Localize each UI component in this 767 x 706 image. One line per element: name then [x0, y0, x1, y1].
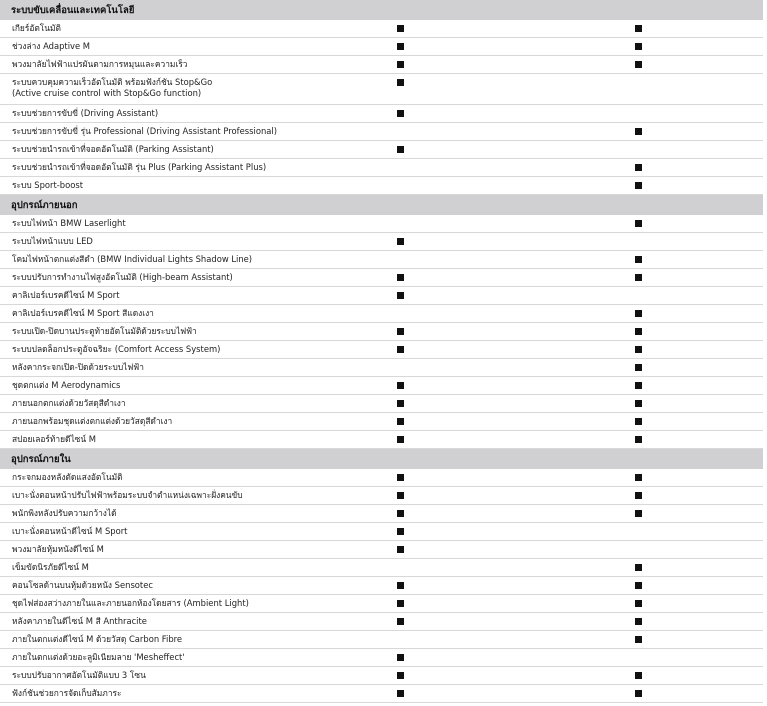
- availability-marker-col2: [635, 436, 642, 443]
- table-row: [0, 559, 763, 577]
- feature-label-line: ระบบปลดล็อกประตูอัจฉริยะ (Comfort Access System): [12, 344, 221, 354]
- feature-label-line: ระบบช่วยการขับขี่ (Driving Assistant): [12, 108, 159, 118]
- table-row: [0, 38, 763, 56]
- table-row: [0, 505, 763, 523]
- feature-label: [12, 144, 214, 155]
- table-row: [0, 431, 763, 449]
- availability-marker-col1: [397, 292, 404, 299]
- availability-marker-col2: [635, 474, 642, 481]
- feature-label-line: ระบบควบคุมความเร็วอัตโนมัติ พร้อมฟังก์ชัน Stop&Go: [12, 77, 213, 87]
- feature-label-line: ภายในตกแต่งด้วยอะลูมิเนียมลาย 'Mesheffect': [12, 652, 185, 662]
- table-row: [0, 215, 763, 233]
- feature-label: [12, 634, 182, 645]
- availability-marker-col2: [635, 274, 642, 281]
- table-row: [0, 269, 763, 287]
- availability-marker-col2: [635, 182, 642, 189]
- feature-label: [12, 254, 252, 265]
- table-row: [0, 56, 763, 74]
- feature-label: [12, 416, 172, 427]
- table-row: [0, 251, 763, 269]
- feature-label-line: ระบบเปิด-ปิดบานประตูท้ายอัตโนมัติด้วยระบบไฟฟ้า: [12, 326, 197, 336]
- availability-marker-col1: [397, 672, 404, 679]
- feature-label-line: ระบบช่วยนำรถเข้าที่จอดอัตโนมัติ (Parking Assistant): [12, 144, 214, 154]
- table-row: [0, 305, 763, 323]
- availability-marker-col1: [397, 43, 404, 50]
- section-header: อุปกรณ์ภายใน: [0, 449, 763, 469]
- table-row: [0, 577, 763, 595]
- feature-label: [12, 616, 147, 627]
- table-row: [0, 141, 763, 159]
- availability-marker-col1: [397, 274, 404, 281]
- availability-marker-col1: [397, 25, 404, 32]
- table-row: [0, 595, 763, 613]
- feature-label-line: กระจกมองหลังตัดแสงอัตโนมัติ: [12, 472, 123, 482]
- feature-label: [12, 362, 144, 373]
- feature-label-line: ชุดไฟส่องสว่างภายในและภายนอกห้องโดยสาร (Ambient Light): [12, 598, 249, 608]
- availability-marker-col2: [635, 346, 642, 353]
- availability-marker-col1: [397, 474, 404, 481]
- table-row: [0, 667, 763, 685]
- feature-label: [12, 59, 188, 70]
- table-row: [0, 395, 763, 413]
- table-row: [0, 685, 763, 703]
- feature-label-line: เข็มขัดนิรภัยดีไซน์ M: [12, 562, 89, 572]
- feature-label-line: ระบบช่วยนำรถเข้าที่จอดอัตโนมัติ รุ่น Plus (Parking Assistant Plus): [12, 162, 267, 172]
- feature-label-line: ภายนอกตกแต่งด้วยวัสดุสีดำเงา: [12, 398, 126, 408]
- availability-marker-col2: [635, 61, 642, 68]
- availability-marker-col1: [397, 582, 404, 589]
- table-row: [0, 377, 763, 395]
- table-row: [0, 105, 763, 123]
- feature-label: [12, 434, 96, 445]
- availability-marker-col2: [635, 582, 642, 589]
- availability-marker-col1: [397, 436, 404, 443]
- availability-marker-col2: [635, 600, 642, 607]
- feature-label-line: ระบบปรับการทำงานไฟสูงอัตโนมัติ (High-beam Assistant): [12, 272, 233, 282]
- availability-marker-col1: [397, 690, 404, 697]
- feature-label: [12, 688, 122, 699]
- feature-label: [12, 580, 153, 591]
- feature-label: [12, 472, 123, 483]
- availability-marker-col2: [635, 382, 642, 389]
- availability-marker-col1: [397, 510, 404, 517]
- table-row: [0, 487, 763, 505]
- availability-marker-col1: [397, 546, 404, 553]
- feature-label: [12, 526, 127, 537]
- availability-marker-col2: [635, 672, 642, 679]
- table-row: [0, 177, 763, 195]
- availability-marker-col2: [635, 564, 642, 571]
- table-row: [0, 233, 763, 251]
- feature-label-line: ระบบช่วยการขับขี่ รุ่น Professional (Driving Assistant Professional): [12, 126, 277, 136]
- availability-marker-col1: [397, 600, 404, 607]
- feature-label-line: ระบบ Sport-boost: [12, 180, 84, 190]
- availability-marker-col1: [397, 382, 404, 389]
- table-row: [0, 523, 763, 541]
- table-row: [0, 649, 763, 667]
- feature-label: [12, 272, 233, 283]
- feature-label: [12, 108, 158, 119]
- feature-label: [12, 598, 249, 609]
- feature-label-line: ฟังก์ชันช่วยการจัดเก็บสัมภาระ: [12, 688, 122, 698]
- feature-label-line: ภายนอกพร้อมชุดแต่งตกแต่งด้วยวัสดุสีดำเงา: [12, 416, 173, 426]
- availability-marker-col1: [397, 238, 404, 245]
- availability-marker-col1: [397, 146, 404, 153]
- feature-label-line: ชุดตกแต่ง M Aerodynamics: [12, 380, 121, 390]
- table-row: [0, 631, 763, 649]
- table-row: [0, 341, 763, 359]
- availability-marker-col2: [635, 510, 642, 517]
- availability-marker-col1: [397, 328, 404, 335]
- feature-label: [12, 126, 277, 137]
- feature-label: [12, 344, 220, 355]
- table-row: [0, 413, 763, 431]
- availability-marker-col1: [397, 61, 404, 68]
- feature-label: [12, 326, 197, 337]
- availability-marker-col2: [635, 636, 642, 643]
- feature-label: [12, 670, 146, 681]
- feature-label: [12, 490, 243, 501]
- table-row: [0, 323, 763, 341]
- availability-marker-col2: [635, 220, 642, 227]
- feature-label-line: (Active cruise control with Stop&Go function): [12, 87, 202, 98]
- feature-label-line: ภายในตกแต่งดีไซน์ M ด้วยวัสดุ Carbon Fibre: [12, 634, 183, 644]
- feature-label: [12, 308, 154, 319]
- feature-label-line: หลังคาภายในดีไซน์ M สี Anthracite: [12, 616, 147, 626]
- feature-label-line: คอนโซลด้านบนหุ้มด้วยหนัง Sensotec: [12, 580, 153, 590]
- availability-marker-col2: [635, 492, 642, 499]
- feature-label: [12, 398, 126, 409]
- feature-label-line: เบาะนั่งตอนหน้าดีไซน์ M Sport: [12, 526, 128, 536]
- table-row: [0, 287, 763, 305]
- feature-label-line: สปอยเลอร์ท้ายดีไซน์ M: [12, 434, 96, 444]
- availability-marker-col2: [635, 25, 642, 32]
- feature-label-line: ระบบไฟหน้าแบบ LED: [12, 236, 93, 246]
- feature-label: [12, 544, 104, 555]
- feature-label-line: โคมไฟหน้าตกแต่งสีดำ (BMW Individual Lights Shadow Line): [12, 254, 253, 264]
- availability-marker-col1: [397, 418, 404, 425]
- feature-label-line: ระบบปรับอากาศอัตโนมัติแบบ 3 โซน: [12, 670, 146, 680]
- table-row: [0, 541, 763, 559]
- feature-label: [12, 180, 83, 191]
- feature-label: [12, 290, 120, 301]
- availability-marker-col1: [397, 492, 404, 499]
- availability-marker-col2: [635, 164, 642, 171]
- feature-label: [12, 218, 126, 229]
- availability-marker-col2: [635, 418, 642, 425]
- availability-marker-col1: [397, 110, 404, 117]
- availability-marker-col1: [397, 654, 404, 661]
- feature-label-line: คาลิเปอร์เบรคดีไซน์ M Sport สีแดงเงา: [12, 308, 154, 318]
- feature-label: [12, 380, 120, 391]
- availability-marker-col2: [635, 400, 642, 407]
- availability-marker-col2: [635, 256, 642, 263]
- table-row: [0, 123, 763, 141]
- table-row: [0, 613, 763, 631]
- feature-label-line: หลังคากระจกเปิด-ปิดด้วยระบบไฟฟ้า: [12, 362, 144, 372]
- feature-label: [12, 77, 212, 98]
- feature-label: [12, 508, 117, 519]
- availability-marker-col2: [635, 328, 642, 335]
- availability-marker-col1: [397, 400, 404, 407]
- feature-label-line: คาลิเปอร์เบรคดีไซน์ M Sport: [12, 290, 120, 300]
- availability-marker-col1: [397, 618, 404, 625]
- section-header: ระบบขับเคลื่อนและเทคโนโลยี: [0, 0, 763, 20]
- feature-label-line: พวงมาลัยไฟฟ้าแปรผันตามการหมุนและความเร็ว: [12, 59, 188, 69]
- table-row: [0, 469, 763, 487]
- feature-label: [12, 41, 90, 52]
- table-row: [0, 359, 763, 377]
- feature-label: [12, 562, 89, 573]
- table-row: [0, 20, 763, 38]
- feature-label-line: ช่วงล่าง Adaptive M: [12, 41, 91, 51]
- feature-label: [12, 162, 266, 173]
- availability-marker-col2: [635, 618, 642, 625]
- feature-label-line: ระบบไฟหน้า BMW Laserlight: [12, 218, 126, 228]
- availability-marker-col1: [397, 79, 404, 86]
- availability-marker-col1: [397, 528, 404, 535]
- feature-label-line: เบาะนั่งตอนหน้าปรับไฟฟ้าพร้อมระบบจำตำแหน่งเฉพาะฝั่งคนขับ: [12, 490, 243, 500]
- table-row: [0, 74, 763, 105]
- feature-label: [12, 236, 93, 247]
- feature-label-line: พนักพิงหลังปรับความกว้างได้: [12, 508, 117, 518]
- availability-marker-col2: [635, 690, 642, 697]
- feature-label: [12, 652, 185, 663]
- table-row: [0, 159, 763, 177]
- availability-marker-col2: [635, 43, 642, 50]
- feature-label-line: พวงมาลัยหุ้มหนังดีไซน์ M: [12, 544, 104, 554]
- availability-marker-col1: [397, 346, 404, 353]
- feature-label-line: เกียร์อัตโนมัติ: [12, 23, 61, 33]
- availability-marker-col2: [635, 364, 642, 371]
- availability-marker-col2: [635, 310, 642, 317]
- feature-label: [12, 23, 61, 34]
- availability-marker-col2: [635, 128, 642, 135]
- section-header: อุปกรณ์ภายนอก: [0, 195, 763, 215]
